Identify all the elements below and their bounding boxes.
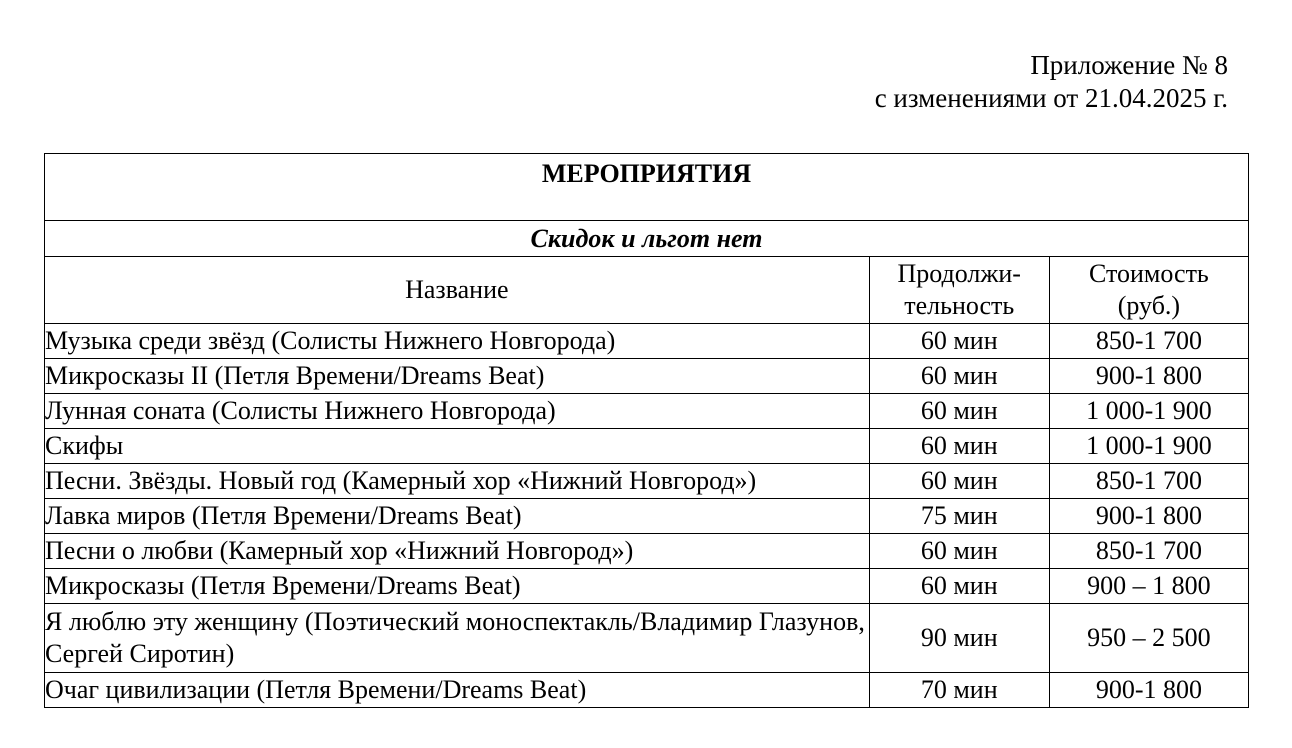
- table-row: [45, 604, 1249, 673]
- event-duration-cell: 60 мин: [869, 324, 1049, 359]
- event-cost-cell: 1 000-1 900: [1049, 394, 1248, 429]
- table-row: [45, 394, 1249, 429]
- event-cost-cell: 900-1 800: [1049, 359, 1248, 394]
- event-cost-cell: 850-1 700: [1049, 324, 1248, 359]
- table-subtitle-row: [45, 221, 1249, 257]
- event-name-cell: Лавка миров (Петля Времени/Dreams Beat): [45, 499, 870, 534]
- event-cost-cell: 1 000-1 900: [1049, 429, 1248, 464]
- table-row: [45, 499, 1249, 534]
- event-name-cell: Скифы: [45, 429, 870, 464]
- appendix-header: [875, 49, 1228, 115]
- table-title-row: [45, 154, 1249, 221]
- table-row: [45, 359, 1249, 394]
- table-row: [45, 534, 1249, 569]
- event-cost-cell: 850-1 700: [1049, 534, 1248, 569]
- event-duration-cell: 75 мин: [869, 499, 1049, 534]
- event-cost-cell: 850-1 700: [1049, 464, 1248, 499]
- events-table: [44, 153, 1249, 708]
- column-header-duration-line1: Продолжи-: [897, 259, 1021, 288]
- event-name-cell: Лунная соната (Солисты Нижнего Новгорода): [45, 394, 870, 429]
- table-row: [45, 429, 1249, 464]
- table-row: [45, 464, 1249, 499]
- column-header-cost: [1049, 257, 1248, 324]
- table-body: [45, 324, 1249, 708]
- event-duration-cell: 60 мин: [869, 394, 1049, 429]
- event-name-cell: Музыка среди звёзд (Солисты Нижнего Новгорода): [45, 324, 870, 359]
- column-header-name: Название: [45, 257, 870, 324]
- event-duration-cell: 70 мин: [869, 673, 1049, 708]
- column-header-duration: [869, 257, 1049, 324]
- event-name-cell: Микросказы II (Петля Времени/Dreams Beat): [45, 359, 870, 394]
- event-duration-cell: 60 мин: [869, 464, 1049, 499]
- event-name-cell: Микросказы (Петля Времени/Dreams Beat): [45, 569, 870, 604]
- event-name-cell: Песни. Звёзды. Новый год (Камерный хор «Нижний Новгород»): [45, 464, 870, 499]
- table-row: [45, 569, 1249, 604]
- event-cost-cell: 900 – 1 800: [1049, 569, 1248, 604]
- event-duration-cell: 90 мин: [869, 604, 1049, 673]
- table-row: [45, 324, 1249, 359]
- table-header-row: [45, 257, 1249, 324]
- event-duration-cell: 60 мин: [869, 534, 1049, 569]
- event-duration-cell: 60 мин: [869, 429, 1049, 464]
- appendix-number: Приложение № 8: [1030, 50, 1228, 80]
- column-header-duration-line2: тельность: [904, 291, 1015, 320]
- appendix-changes-date: с изменениями от 21.04.2025 г.: [874, 83, 1228, 113]
- table-row: [45, 673, 1249, 708]
- column-header-cost-line1: Стоимость: [1089, 259, 1209, 288]
- event-cost-cell: 900-1 800: [1049, 673, 1248, 708]
- event-name-cell: Очаг цивилизации (Петля Времени/Dreams Beat): [45, 673, 870, 708]
- event-cost-cell: 950 – 2 500: [1049, 604, 1248, 673]
- event-cost-cell: 900-1 800: [1049, 499, 1248, 534]
- event-duration-cell: 60 мин: [869, 359, 1049, 394]
- column-header-cost-line2: (руб.): [1117, 291, 1181, 320]
- event-name-cell: Песни о любви (Камерный хор «Нижний Новгород»): [45, 534, 870, 569]
- table-title: МЕРОПРИЯТИЯ: [45, 154, 1249, 221]
- event-duration-cell: 60 мин: [869, 569, 1049, 604]
- table-subtitle: Скидок и льгот нет: [45, 221, 1249, 257]
- event-name-cell: Я люблю эту женщину (Поэтический моноспектакль/Владимир Глазунов, Сергей Сиротин): [45, 604, 870, 673]
